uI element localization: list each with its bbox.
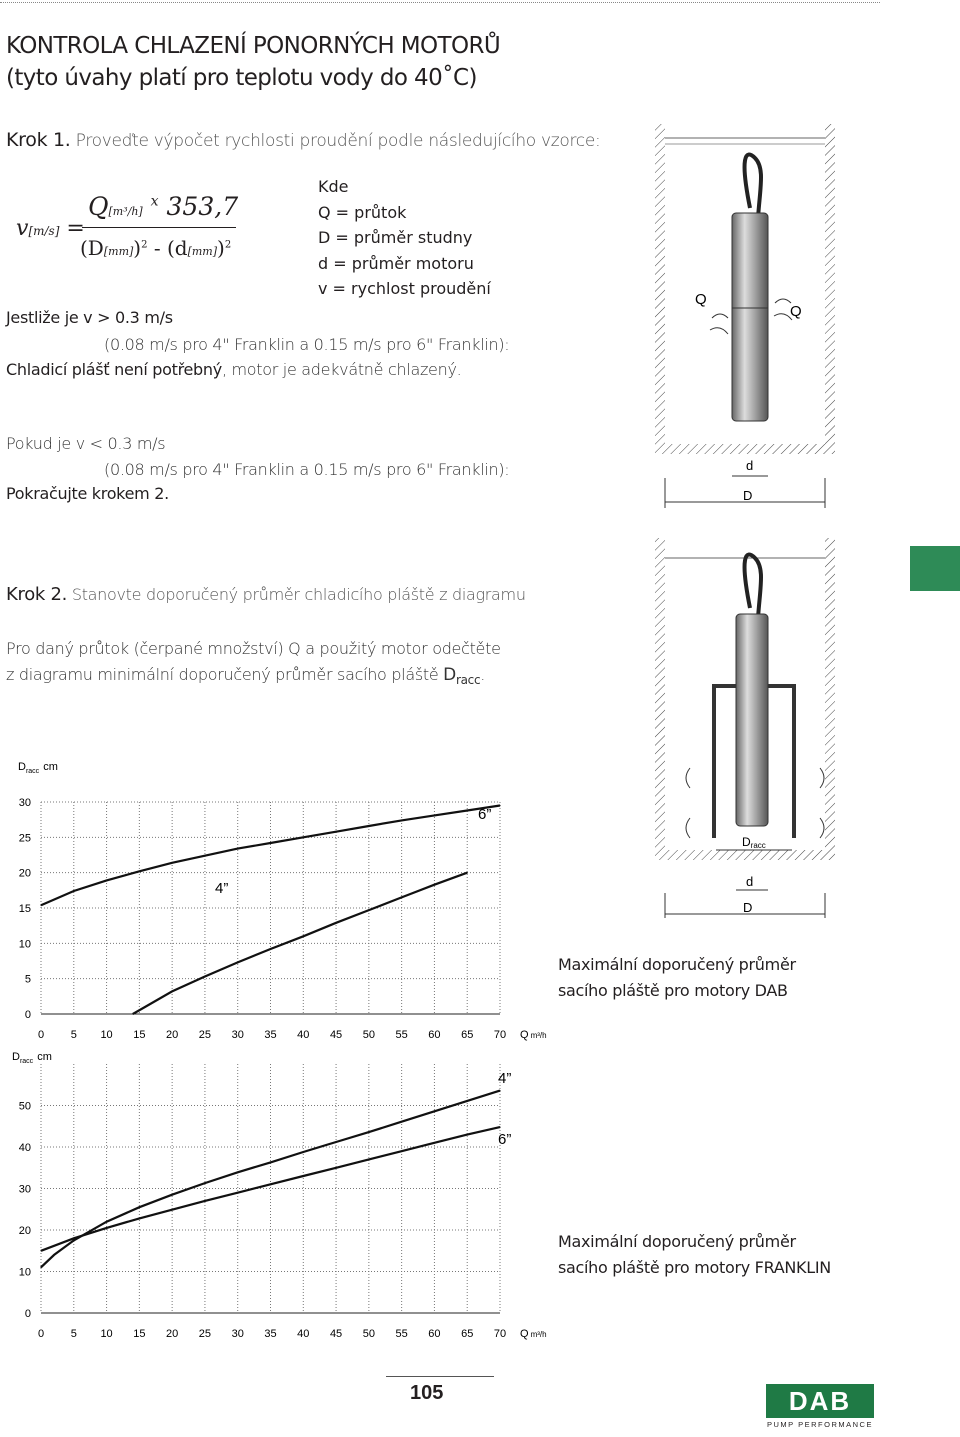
y-tick-label-6: 30 [18, 797, 31, 809]
well1-wall-left [655, 124, 665, 444]
cond1-result-c: není potřebný [109, 360, 222, 379]
series-1-point-11 [401, 1151, 402, 1152]
series-0-point-7 [270, 842, 271, 843]
y-axis-label [18, 761, 58, 775]
cond1-result-b: ť [103, 360, 110, 379]
title-line-1: KONTROLA CHLAZENÍ PONORNÝCH MOTORŮ [6, 33, 501, 59]
y-axis-label-sub: racc [25, 768, 40, 775]
series-1-point-9 [434, 884, 435, 885]
fraction-bar [82, 227, 236, 228]
series-1-point-9 [335, 1167, 336, 1168]
series-0-point-12 [434, 815, 435, 816]
x-tick-label-12: 60 [428, 1328, 441, 1340]
x-tick-label-12: 60 [428, 1029, 441, 1041]
series-0-point-11 [368, 1131, 369, 1132]
series-1-point-1 [172, 991, 173, 992]
cond2-result: Pokračujte krokem 2. [6, 484, 169, 503]
x-tick-label-1: 5 [70, 1328, 77, 1340]
series-0-point-3 [139, 871, 140, 872]
y-axis-label-unit: cm [37, 1051, 52, 1063]
series-1-point-14 [499, 1126, 500, 1127]
series-0-point-13 [434, 1111, 435, 1112]
well2-dracc-sub: racc [750, 841, 766, 850]
series-1-point-3 [139, 1218, 140, 1219]
formula-denominator [80, 236, 231, 260]
caption-franklin-line2: sacího pláště pro motory FRANKLIN [558, 1258, 831, 1277]
y-tick-label-0: 0 [24, 1308, 31, 1320]
series-1-point-10 [368, 1159, 369, 1160]
series-1-point-2 [204, 976, 205, 977]
series-0-point-10 [335, 1141, 336, 1142]
step1-line [6, 129, 600, 151]
well1-d-label: d [746, 458, 754, 473]
cond2-if: Pokud je v < 0.3 m/s [6, 434, 166, 453]
x-tick-label-3: 15 [133, 1328, 146, 1340]
y-tick-label-4: 40 [18, 1142, 31, 1154]
x-tick-label-14: 70 [493, 1328, 507, 1340]
series-label-1: 6” [498, 1131, 512, 1148]
y-tick-label-4: 20 [18, 867, 31, 880]
x-tick-label-6: 30 [231, 1328, 244, 1340]
well2-wall-right [825, 538, 835, 850]
series-0-point-6 [237, 848, 238, 849]
step2-label: Krok 2. [6, 584, 68, 605]
x-axis-label-sym: Q [520, 1328, 529, 1340]
series-0-point-0 [40, 1267, 41, 1268]
cond1-result [6, 360, 461, 379]
chart-dab [0, 752, 570, 1052]
y-tick-label-2: 20 [18, 1225, 31, 1237]
y-axis-label-unit: cm [43, 761, 58, 773]
y-tick-label-5: 25 [18, 832, 31, 845]
series-0-point-13 [467, 810, 468, 811]
x-tick-label-3: 15 [133, 1029, 146, 1041]
x-tick-label-10: 50 [362, 1328, 375, 1340]
step2-desc-line2 [6, 662, 501, 693]
page-number-rule [386, 1376, 494, 1377]
pump-motor-icon-2 [736, 614, 768, 826]
den-a-close: ) [133, 236, 142, 260]
shroud-wall-left [712, 688, 716, 838]
cond2-paren: (0.08 m/s pro 4" Franklin a 0.15 m/s pro 6" Franklin): [104, 460, 510, 479]
x-tick-label-11: 55 [395, 1328, 408, 1340]
series-1-point-7 [270, 1184, 271, 1185]
caption-dab-line2: sacího pláště pro motory DAB [558, 981, 788, 1000]
x-tick-label-2: 10 [100, 1328, 113, 1340]
series-1-point-8 [401, 897, 402, 898]
legend-d: d = průměr motoru [318, 253, 474, 273]
series-0-point-10 [368, 825, 369, 826]
step2-desc-line1: Pro daný průtok (čerpané množství) Q a použitý motor odečtěte [6, 639, 501, 658]
series-0-point-1 [54, 1254, 55, 1255]
x-tick-label-5: 25 [198, 1029, 212, 1041]
series-1-point-3 [237, 962, 238, 963]
den-b-exp: 2 [224, 239, 232, 251]
series-1-point-2 [106, 1227, 107, 1228]
cable-icon [745, 155, 761, 218]
x-tick-label-9: 45 [329, 1029, 343, 1041]
well1-D-label: D [743, 488, 753, 503]
x-tick-label-11: 55 [395, 1029, 408, 1041]
x-tick-label-5: 25 [198, 1328, 212, 1340]
legend-q: Q = průtok [318, 202, 407, 222]
step2-dot: . [480, 665, 486, 684]
series-0-point-1 [73, 890, 74, 891]
top-rule [0, 2, 880, 3]
x-tick-label-13: 65 [461, 1328, 474, 1340]
x-axis-label-unit: m³/h [530, 1330, 547, 1339]
series-1-point-6 [237, 1192, 238, 1193]
series-0-point-5 [172, 1194, 173, 1195]
well2-dracc-label [742, 835, 766, 850]
series-1-point-12 [434, 1142, 435, 1143]
cond1-paren: (0.08 m/s pro 4" Franklin a 0.15 m/s pro 6" Franklin): [104, 335, 510, 354]
step1-text: Proveďte výpočet rychlosti proudění podle následujícího vzorce: [75, 131, 601, 151]
series-1-point-5 [303, 936, 304, 937]
caption-dab [558, 952, 796, 1004]
well1-floor [655, 444, 835, 454]
x-tick-label-7: 35 [264, 1029, 277, 1041]
step2-line [6, 584, 526, 605]
den-a-exp: 2 [141, 239, 148, 251]
series-1-point-0 [40, 1250, 41, 1251]
y-tick-label-1: 5 [24, 973, 31, 986]
page-title [6, 30, 500, 94]
series-1-point-10 [467, 872, 468, 873]
x-tick-label-4: 20 [166, 1328, 179, 1340]
x-tick-label-14: 70 [493, 1029, 507, 1041]
x-tick-label-0: 0 [37, 1029, 45, 1041]
well2-dracc-sym: D [742, 835, 751, 849]
page-number: 105 [410, 1382, 444, 1404]
caption-franklin-line1: Maximální doporučený průměr [558, 1232, 796, 1251]
y-axis-label-sub: racc [19, 1058, 34, 1065]
x-tick-label-1: 5 [70, 1029, 77, 1041]
formula-q-unit: [m³/h] [108, 205, 143, 218]
den-b-close: ) [217, 236, 225, 260]
x-tick-label-4: 20 [166, 1029, 179, 1041]
series-1-point-6 [335, 922, 336, 923]
formula-numerator [88, 192, 238, 221]
cond1-result-a: Chladicí pláš [6, 360, 104, 379]
formula-lhs [16, 216, 85, 241]
pump-motor-icon [732, 213, 768, 421]
den-b-unit: [mm] [187, 245, 218, 258]
y-axis-label [12, 1051, 52, 1065]
well2-floor [655, 850, 835, 860]
series-0-point-2 [106, 880, 107, 881]
formula-eq: = [66, 216, 85, 241]
side-tab-marker [910, 546, 960, 591]
series-0-point-0 [40, 905, 41, 906]
well2-d-label: d [746, 874, 754, 889]
well-illustration-1 [650, 118, 860, 518]
x-axis-label [520, 1029, 547, 1041]
series-label-1: 6” [478, 806, 492, 823]
cond1-if: Jestliže je v > 0.3 m/s [6, 308, 173, 327]
well1-q-left: Q [695, 291, 707, 308]
shroud-wall-right [792, 688, 796, 838]
well2-D-label: D [743, 900, 753, 915]
den-minus: - (d [153, 236, 188, 260]
y-tick-label-2: 10 [18, 938, 31, 951]
legend-kde: Kde [318, 177, 349, 196]
series-0-point-4 [172, 862, 173, 863]
series-0-point-6 [204, 1183, 205, 1184]
chart-franklin [0, 1044, 570, 1344]
y-tick-label-3: 15 [18, 903, 31, 915]
y-tick-label-1: 10 [18, 1266, 31, 1279]
series-0-point-12 [401, 1121, 402, 1122]
formula-v: v [16, 216, 29, 241]
y-tick-label-0: 0 [24, 1009, 31, 1021]
formula-const: 353,7 [166, 192, 239, 221]
series-0-point-7 [237, 1172, 238, 1173]
series-1-point-0 [132, 1013, 133, 1014]
series-0-point-11 [401, 820, 402, 821]
y-axis-label-sym: D [12, 1051, 20, 1063]
title-line-2: (tyto úvahy platí pro teplotu vody do 40˚C) [6, 65, 477, 91]
series-0-point-4 [139, 1207, 140, 1208]
y-tick-label-3: 30 [18, 1183, 31, 1196]
step2-desc [6, 636, 501, 693]
caption-dab-line1: Maximální doporučený průměr [558, 955, 796, 974]
step2-dsym: D [443, 665, 456, 685]
step1-label: Krok 1. [6, 129, 71, 151]
well1-q-right: Q [790, 303, 802, 320]
series-0-point-8 [270, 1162, 271, 1163]
step2-text: Stanovte doporučený průměr chladicího pláště z diagramu [71, 585, 526, 604]
well-illustration-2 [650, 538, 860, 920]
series-0-point-8 [303, 837, 304, 838]
formula-v-unit: [m/s] [28, 224, 60, 238]
series-1-point-5 [204, 1200, 205, 1201]
flow-arrows-left [710, 314, 728, 334]
series-1-point-4 [270, 948, 271, 949]
series-label-0: 4” [498, 1070, 512, 1087]
x-tick-label-0: 0 [37, 1328, 45, 1340]
series-0-point-14 [467, 1100, 468, 1101]
y-axis-label-sym: D [18, 761, 26, 773]
x-tick-label-2: 10 [100, 1029, 113, 1041]
cable-icon-2 [745, 555, 761, 618]
series-0-point-3 [106, 1221, 107, 1222]
formula-x: x [150, 193, 159, 210]
den-a-unit: [mm] [103, 245, 134, 258]
series-0-point-15 [499, 1090, 500, 1091]
series-1-point-1 [73, 1238, 74, 1239]
legend-v: v = rychlost proudění [318, 279, 491, 298]
den-a: (D [80, 236, 104, 260]
x-tick-label-9: 45 [329, 1328, 343, 1340]
x-tick-label-10: 50 [362, 1029, 375, 1041]
series-1-point-13 [467, 1134, 468, 1135]
series-0-point-9 [303, 1151, 304, 1152]
series-1-point-8 [303, 1175, 304, 1176]
dab-logo: DAB [766, 1384, 874, 1418]
step2-dsub: racc [455, 673, 481, 688]
x-tick-label-13: 65 [461, 1029, 474, 1041]
series-0-point-2 [73, 1240, 74, 1241]
formula-q: Q [88, 192, 109, 221]
series-1-point-4 [172, 1209, 173, 1210]
series-0-point-14 [499, 805, 500, 806]
dab-logo-sub: PUMP PERFORMANCE [767, 1420, 873, 1429]
x-axis-label-unit: m³/h [530, 1031, 547, 1040]
x-axis-label [520, 1328, 547, 1340]
x-axis-label-sym: Q [520, 1029, 529, 1041]
step2-desc-line2-text: z diagramu minimální doporučený průměr sacího pláště [6, 665, 444, 684]
series-0-point-9 [335, 831, 336, 832]
x-tick-label-7: 35 [264, 1328, 277, 1340]
x-tick-label-8: 40 [297, 1029, 310, 1041]
series-label-0: 4” [215, 880, 229, 897]
legend-block [318, 174, 491, 302]
caption-franklin [558, 1229, 831, 1281]
cond1-result-d: , motor je adekvátně chlazený. [221, 360, 462, 379]
legend-D: D = průměr studny [318, 228, 473, 247]
x-tick-label-8: 40 [297, 1328, 310, 1340]
series-0-point-5 [204, 855, 205, 856]
well1-wall-right [825, 124, 835, 444]
series-1-point-7 [368, 910, 369, 911]
x-tick-label-6: 30 [231, 1029, 244, 1041]
y-tick-label-5: 50 [18, 1100, 31, 1113]
well2-wall-left [655, 538, 665, 850]
